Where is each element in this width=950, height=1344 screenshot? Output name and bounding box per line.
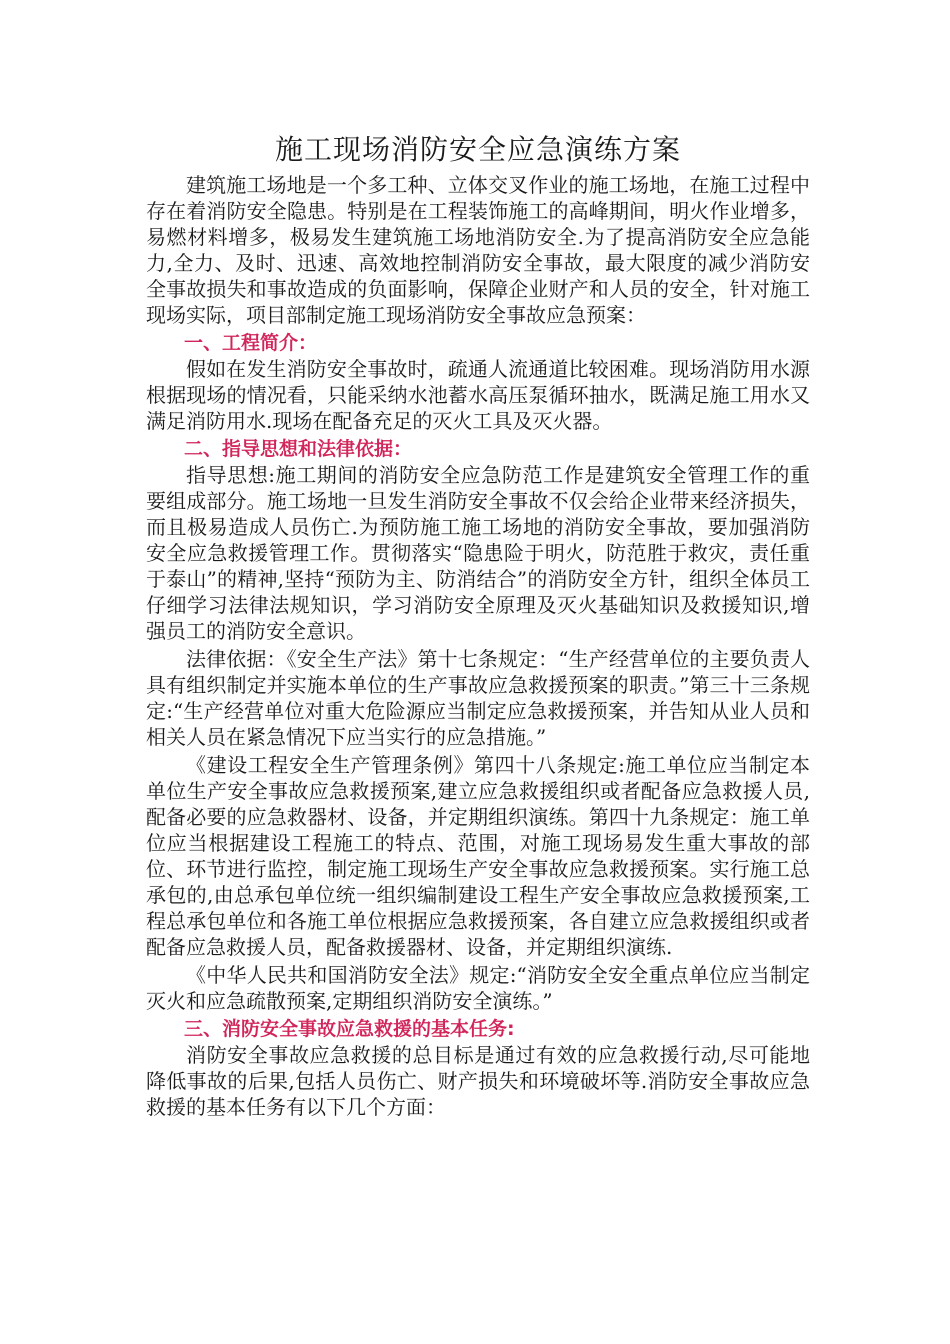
section-3-body: 消防安全事故应急救援的总目标是通过有效的应急救援行动,尽可能地降低事故的后果,包括人员伤亡、财产损失和环境破坏等.消防安全事故应急救援的基本任务有以下几个方面：	[146, 1043, 810, 1119]
document-title: 施工现场消防安全应急演练方案	[274, 133, 681, 166]
document-page	[146, 128, 810, 1120]
legal-basis-paragraph-1: 法律依据：《安全生产法》第十七条规定：“生产经营单位的主要负责人具有组织制定并实施本单位的生产事故应急救援预案的职责。”第三十三条规定:“生产经营单位对重大危险源应当制定应急救援预案，并告知从业人员和相关人员在紧急情况下应当实行的应急措施。”	[146, 647, 810, 749]
guiding-thought-paragraph: 指导思想:施工期间的消防安全应急防范工作是建筑安全管理工作的重要组成部分。施工场地一旦发生消防安全事故不仅会给企业带来经济损失，而且极易造成人员伤亡.为预防施工施工场地的消防安全事故，要加强消防安全应急救援管理工作。贯彻落实“隐患险于明火，防范胜于救灾，责任重于泰山”的精神,坚持“预防为主、防消结合”的消防安全方针，组织全体员工仔细学习法律法规知识，学习消防安全原理及灭火基础知识及救援知识,增强员工的消防安全意识。	[146, 463, 810, 643]
section-3-heading: 三、消防安全事故应急救援的基本任务:	[184, 1018, 515, 1040]
intro-paragraph: 建筑施工场地是一个多工种、立体交叉作业的施工场地，在施工过程中存在着消防安全隐患。特别是在工程装饰施工的高峰期间，明火作业增多，易燃材料增多，极易发生建筑施工场地消防安全.为了提高消防安全应急能力,全力、及时、迅速、高效地控制消防安全事故，最大限度的减少消防安全事故损失和事故造成的负面影响，保障企业财产和人员的安全，针对施工现场实际，项目部制定施工现场消防安全事故应急预案：	[146, 173, 810, 327]
legal-basis-paragraph-3: 《中华人民共和国消防安全法》规定:“消防安全安全重点单位应当制定灭火和应急疏散预案,定期组织消防安全演练。”	[146, 963, 810, 1013]
section-2-heading: 二、指导思想和法律依据：	[184, 438, 413, 460]
legal-basis-paragraph-2: 《建设工程安全生产管理条例》第四十八条规定:施工单位应当制定本单位生产安全事故应急救援预案,建立应急救援组织或者配备应急救援人员,配备必要的应急救器材、设备，并定期组织演练。第四十九条规定：施工单位应当根据建设工程施工的特点、范围，对施工现场易发生重大事故的部位、环节进行监控，制定施工现场生产安全事故应急救援预案。实行施工总承包的,由总承包单位统一组织编制建设工程生产安全事故应急救援预案,工程总承包单位和各施工单位根据应急救援预案，各自建立应急救援组织或者配备应急救援人员，配备救援器材、设备，并定期组织演练.	[146, 753, 810, 959]
section-1-body: 假如在发生消防安全事故时，疏通人流通道比较困难。现场消防用水源根据现场的情况看，只能采纳水池蓄水高压泵循环抽水，既满足施工用水又满足消防用水.现场在配备充足的灭火工具及灭火器。	[146, 357, 810, 433]
section-1-heading: 一、工程简介：	[184, 332, 318, 354]
